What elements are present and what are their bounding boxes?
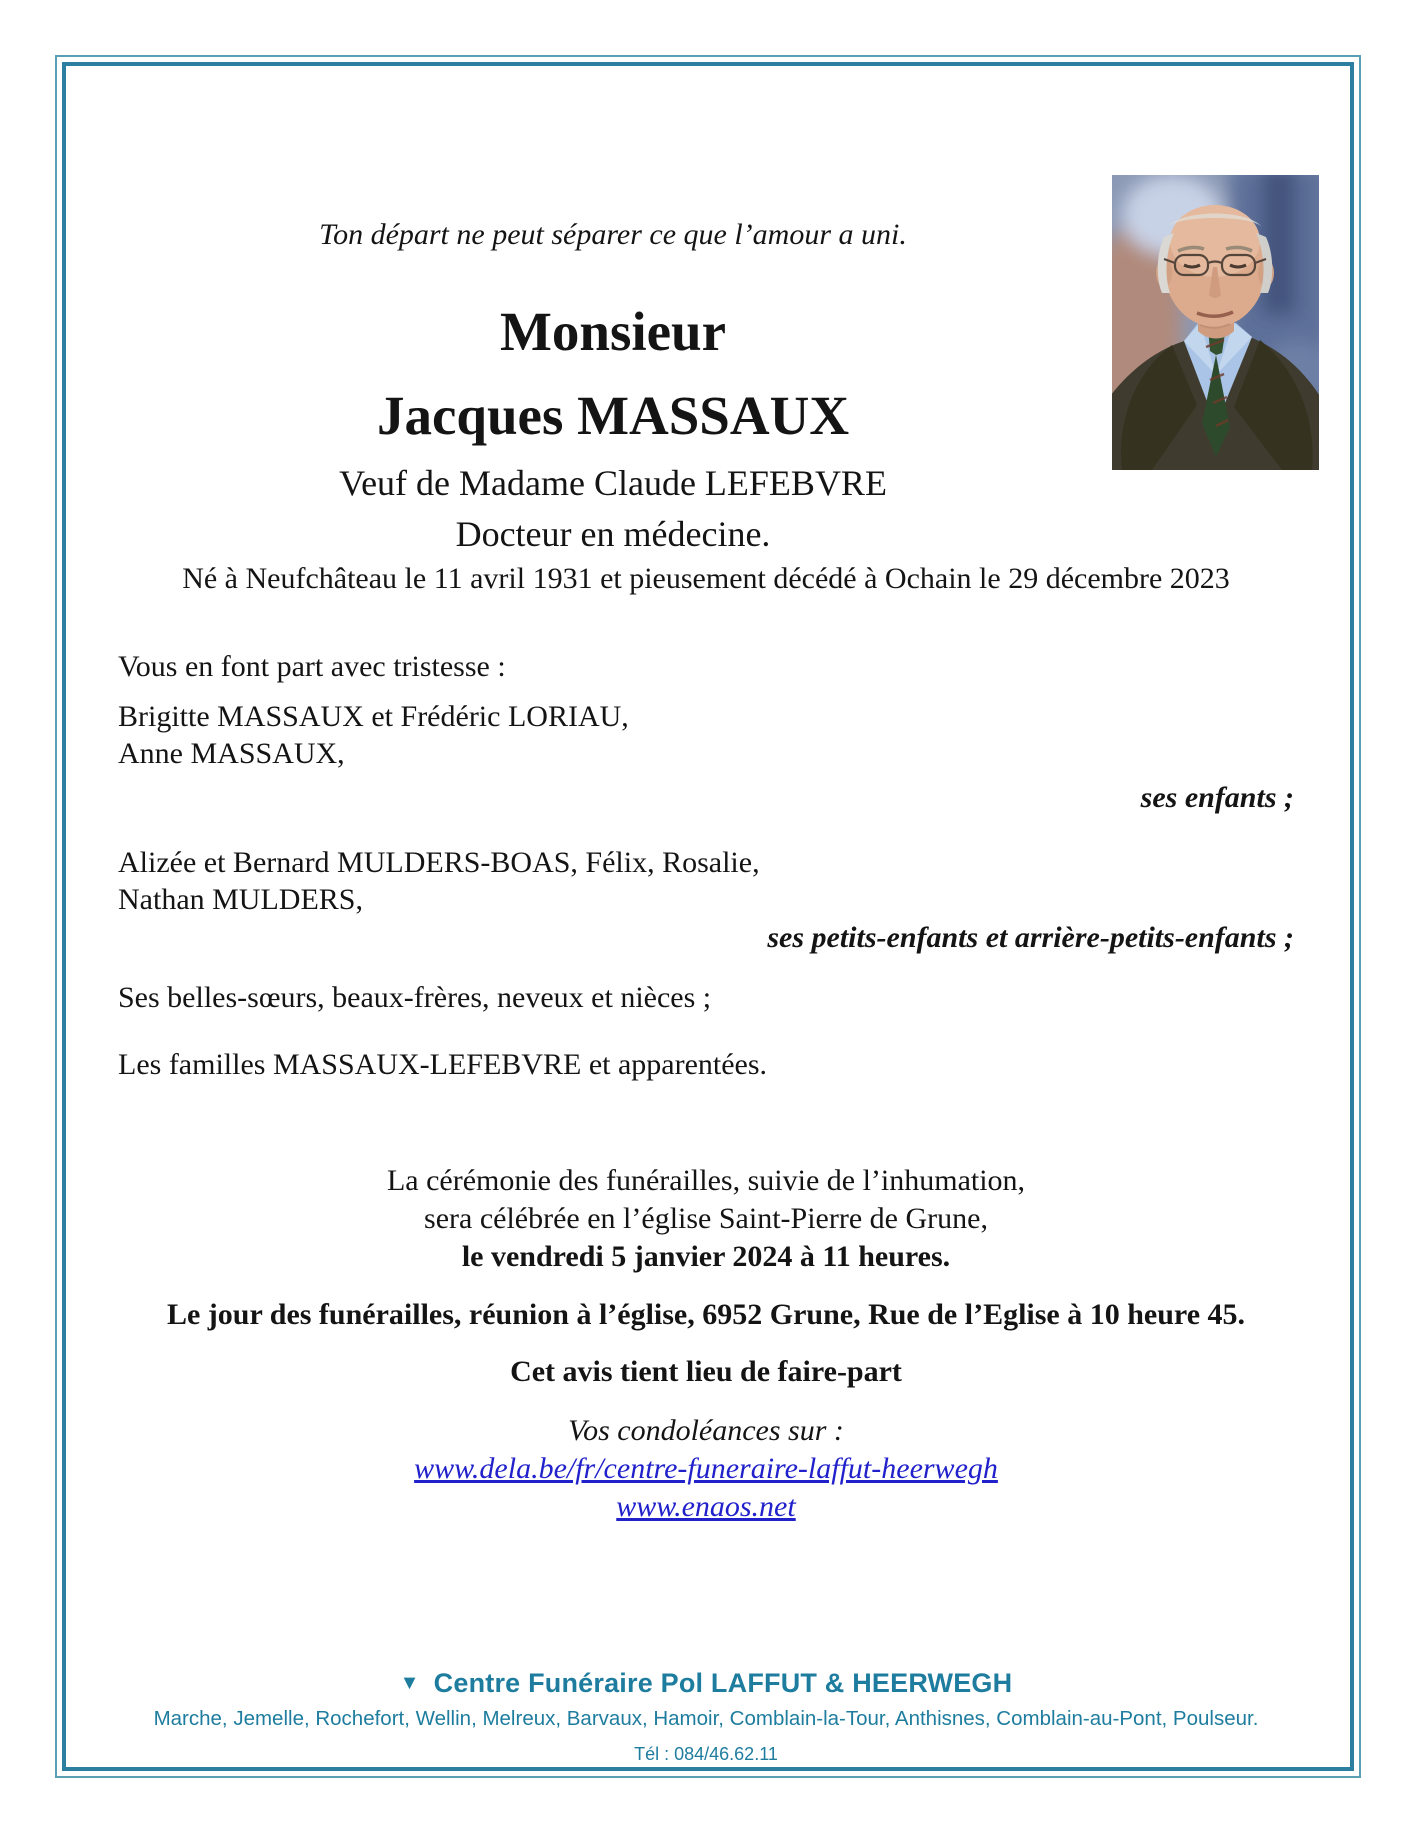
- opening-quote: Ton départ ne peut séparer ce que l’amour a uni.: [319, 218, 907, 251]
- family-line: Anne MASSAUX,: [118, 737, 345, 770]
- ceremony-line-1: La cérémonie des funérailles, suivie de l’inhumation,: [386, 1164, 1026, 1197]
- condolences-label: Vos condoléances sur :: [568, 1414, 844, 1447]
- funeral-home-title-row: [118, 1668, 1294, 1699]
- funeral-home-phone: Tél : 084/46.62.11: [634, 1744, 778, 1764]
- funeral-home-locations: Marche, Jemelle, Rochefort, Wellin, Melreux, Barvaux, Hamoir, Comblain-la-Tour, Anthisnes, Comblain-au-Pont, Poulseur.: [153, 1707, 1259, 1730]
- family-line: Alizée et Bernard MULDERS-BOAS, Félix, Rosalie,: [118, 846, 760, 879]
- portrait-photo-image: [1112, 175, 1319, 470]
- condolences-link-row: [118, 1452, 1294, 1487]
- ceremony-line-2: sera célébrée en l’église Saint-Pierre de Grune,: [424, 1202, 988, 1235]
- profession-line: Docteur en médecine.: [455, 514, 771, 554]
- funeral-home-name: Centre Funéraire Pol LAFFUT & HEERWEGH: [433, 1668, 1013, 1698]
- portrait-photo: [1112, 175, 1319, 470]
- family-line: Nathan MULDERS,: [118, 883, 363, 916]
- condolences-link-row: [118, 1490, 1294, 1525]
- notice-line: Cet avis tient lieu de faire-part: [510, 1355, 902, 1388]
- deceased-name: Jacques MASSAUX: [376, 385, 850, 446]
- condolences-link-dela[interactable]: www.dela.be/fr/centre-funeraire-laffut-heerwegh: [414, 1452, 998, 1485]
- ceremony-date-line: le vendredi 5 janvier 2024 à 11 heures.: [461, 1240, 951, 1273]
- life-dates-line: Né à Neufchâteau le 11 avril 1931 et pieusement décédé à Ochain le 29 décembre 2023: [182, 562, 1230, 595]
- announcement-intro: Vous en font part avec tristesse :: [118, 650, 506, 683]
- relation-label-grandchildren: ses petits-enfants et arrière-petits-enfants ;: [767, 921, 1294, 954]
- civility-title: Monsieur: [499, 301, 727, 362]
- meeting-line: Le jour des funérailles, réunion à l’église, 6952 Grune, Rue de l’Eglise à 10 heure 45.: [166, 1298, 1246, 1331]
- widower-line: Veuf de Madame Claude LEFEBVRE: [339, 463, 887, 503]
- family-line: Les familles MASSAUX-LEFEBVRE et apparentées.: [118, 1048, 768, 1081]
- condolences-link-enaos[interactable]: www.enaos.net: [616, 1490, 796, 1523]
- relation-label-children: ses enfants ;: [1140, 781, 1294, 814]
- triangle-down-icon: ▼: [399, 1672, 420, 1694]
- family-line: Brigitte MASSAUX et Frédéric LORIAU,: [118, 700, 629, 733]
- family-line: Ses belles-sœurs, beaux-frères, neveux et nièces ;: [118, 981, 712, 1014]
